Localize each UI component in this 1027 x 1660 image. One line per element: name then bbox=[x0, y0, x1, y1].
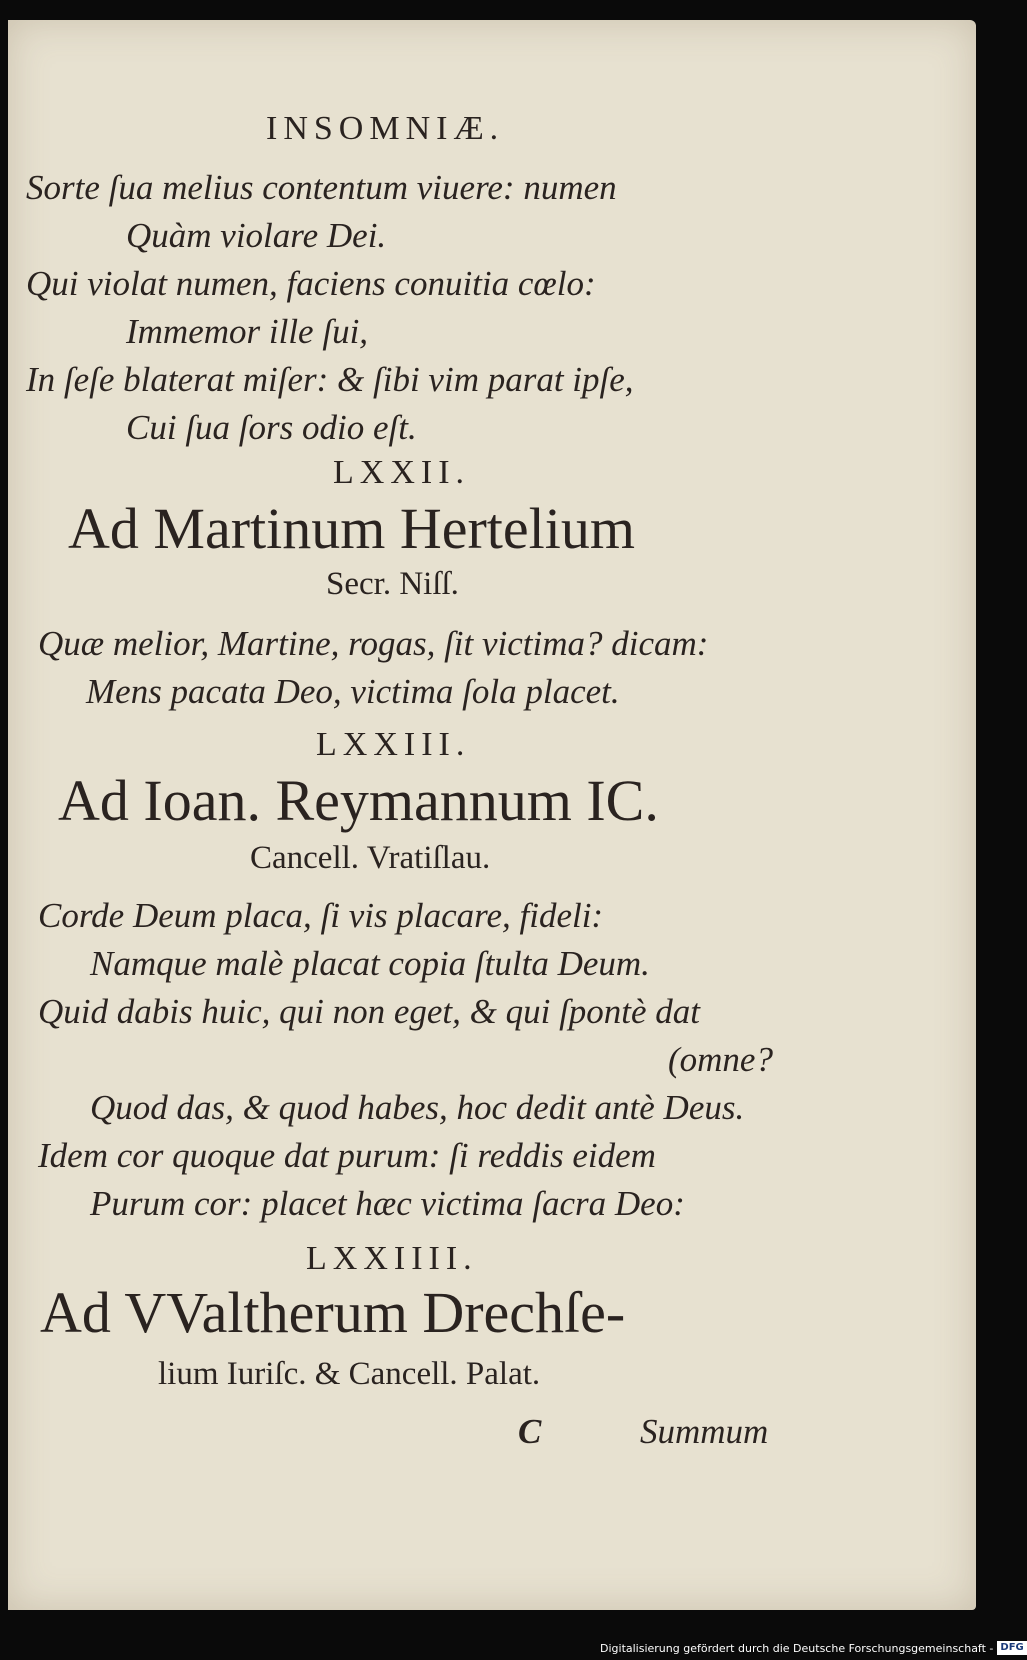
verse-line-turnover: (omne? bbox=[668, 1040, 773, 1079]
verse-line: Quæ melior, Martine, rogas, ſit victima? dicam: bbox=[38, 624, 709, 663]
verse-line: Idem cor quoque dat purum: ſi reddis eidem bbox=[38, 1136, 656, 1175]
epigram-heading: Ad Ioan. Reymannum IC. bbox=[58, 768, 659, 833]
epigram-subheading: lium Iuriſc. & Cancell. Palat. bbox=[158, 1356, 541, 1392]
epigram-heading: Ad VValtherum Drechſe- bbox=[40, 1280, 626, 1345]
book-page bbox=[8, 20, 976, 1610]
signature-mark: C bbox=[518, 1412, 542, 1451]
catchword: Summum bbox=[640, 1412, 769, 1451]
dfg-logo: DFG bbox=[997, 1641, 1026, 1655]
verse-line: Qui violat numen, faciens conuitia cœlo: bbox=[26, 264, 596, 303]
digitization-credit bbox=[600, 1640, 1027, 1656]
verse-line: Immemor ille ſui, bbox=[126, 312, 369, 351]
epigram-heading: Ad Martinum Hertelium bbox=[68, 496, 636, 561]
verse-line: Quod das, & quod habes, hoc dedit antè Deus. bbox=[90, 1088, 745, 1127]
verse-line: Quid dabis huic, qui non eget, & qui ſpontè dat bbox=[38, 992, 701, 1031]
credit-text: Digitalisierung gefördert durch die Deutsche Forschungsgemeinschaft - bbox=[600, 1641, 994, 1655]
epigram-subheading: Secr. Niſſ. bbox=[326, 566, 459, 602]
verse-line: Sorte ſua melius contentum viuere: numen bbox=[26, 168, 617, 207]
epigram-number: LXXIIII. bbox=[306, 1240, 478, 1277]
verse-line: Mens pacata Deo, victima ſola placet. bbox=[86, 672, 620, 711]
verse-line: Namque malè placat copia ſtulta Deum. bbox=[90, 944, 650, 983]
epigram-number: LXXII. bbox=[333, 454, 471, 491]
verse-line: In ſeſe blaterat miſer: & ſibi vim parat ipſe, bbox=[26, 360, 634, 399]
epigram-subheading: Cancell. Vratiſlau. bbox=[250, 840, 491, 876]
verse-line: Cui ſua ſors odio eſt. bbox=[126, 408, 417, 447]
verse-line: Corde Deum placa, ſi vis placare, fideli: bbox=[38, 896, 604, 935]
running-head: INSOMNIÆ. bbox=[266, 110, 505, 147]
verse-line: Quàm violare Dei. bbox=[126, 216, 387, 255]
verse-line: Purum cor: placet hæc victima ſacra Deo: bbox=[90, 1184, 685, 1223]
epigram-number: LXXIII. bbox=[316, 726, 471, 763]
